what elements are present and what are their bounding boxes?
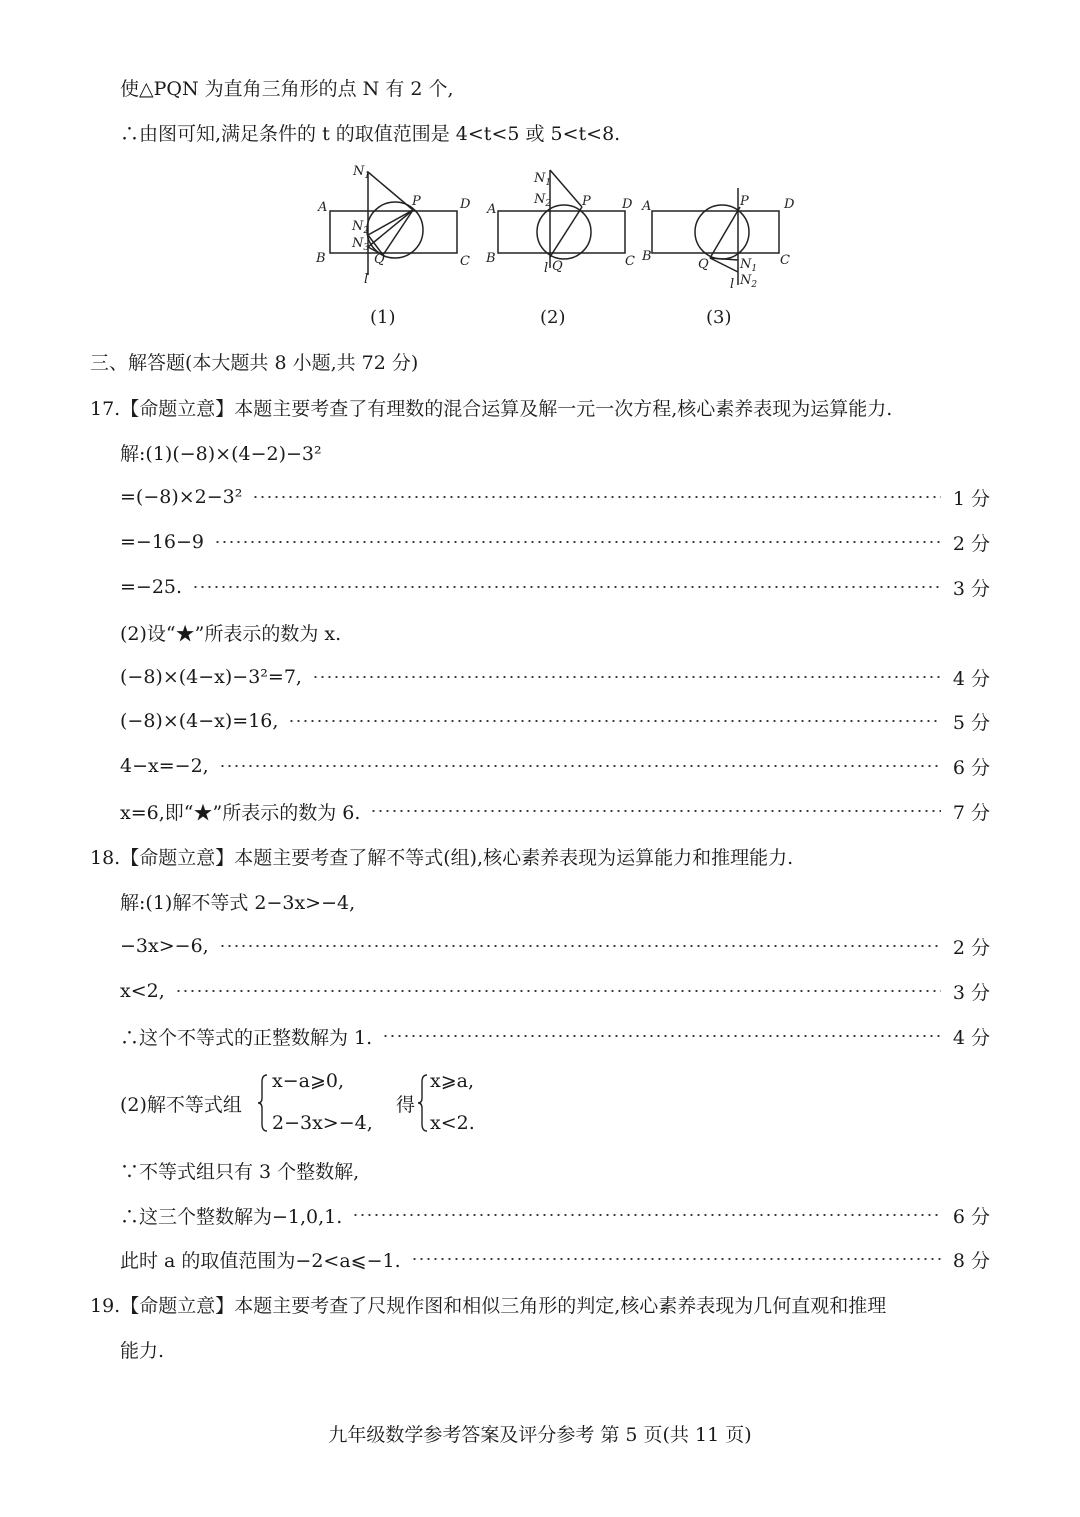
left-brace-1 xyxy=(258,1074,268,1132)
svg-text:A: A xyxy=(642,199,652,214)
figure-2-caption: (2) xyxy=(540,307,566,328)
svg-text:N1: $N_1$ xyxy=(534,171,552,188)
q19-intent-line-2: 能力. xyxy=(120,1339,165,1362)
svg-text:A: A xyxy=(318,200,328,215)
svg-text:D: D xyxy=(622,197,633,212)
left-brace-2 xyxy=(418,1074,428,1132)
page-footer: 九年级数学参考答案及评分参考 第 5 页(共 11 页) xyxy=(328,1424,752,1446)
q18-step-3: ∴这个不等式的正整数解为 1. 4 分 xyxy=(120,1021,990,1051)
svg-text:C: C xyxy=(460,254,470,269)
svg-text:A: A xyxy=(487,202,497,217)
q17-step-6: (−8)×(4−x)=16, 5 分 xyxy=(120,706,990,736)
figure-3 xyxy=(652,188,779,285)
svg-text:D: D xyxy=(460,197,471,212)
svg-text:l: l xyxy=(730,277,735,292)
q18-step-2: x<2, 3 分 xyxy=(120,976,990,1006)
system-eq1: x−a⩾0, xyxy=(272,1070,345,1092)
dot-leader xyxy=(411,1258,941,1260)
dot-leader xyxy=(175,990,941,992)
score: 2 分 xyxy=(952,532,990,555)
q17-step-8: x=6,即“★”所表示的数为 6. 7 分 xyxy=(120,796,990,826)
inequality-system xyxy=(120,1068,620,1138)
dot-leader xyxy=(352,1214,941,1216)
svg-text:N3: $N_3$ xyxy=(352,236,370,253)
q18-step-1: −3x>−6, 2 分 xyxy=(120,931,990,961)
svg-text:C: C xyxy=(625,254,635,269)
q17-step-3: =−25. 3 分 xyxy=(120,572,990,602)
svg-text:B: B xyxy=(316,251,326,266)
dot-leader xyxy=(370,810,941,812)
score: 3 分 xyxy=(952,981,990,1004)
q18-step-0: 解:(1)解不等式 2−3x>−4, xyxy=(120,891,356,914)
top-text-line-1: 使△PQN 为直角三角形的点 N 有 2 个, xyxy=(120,77,454,100)
score: 1 分 xyxy=(952,487,990,510)
score: 2 分 xyxy=(952,936,990,959)
svg-text:N2: $N_2$ xyxy=(352,219,370,236)
q17-step-4: (2)设“★”所表示的数为 x. xyxy=(120,622,342,645)
svg-text:N1: $N_1$ xyxy=(353,164,371,181)
svg-text:N2: $N_2$ xyxy=(534,192,552,209)
svg-text:Q: Q xyxy=(374,252,385,267)
score: 8 分 xyxy=(952,1249,990,1272)
svg-text:Q: Q xyxy=(552,259,563,274)
q17-step-0: 解:(1)(−8)×(4−2)−3² xyxy=(120,442,322,465)
score: 7 分 xyxy=(952,801,990,824)
dot-leader xyxy=(288,720,940,722)
system-eq2: 2−3x>−4, xyxy=(272,1112,373,1134)
q17-step-7: 4−x=−2, 6 分 xyxy=(120,751,990,781)
system-prefix: (2)解不等式组 xyxy=(120,1094,242,1116)
svg-text:B: B xyxy=(642,249,652,264)
q17-step-5: (−8)×(4−x)−3²=7, 4 分 xyxy=(120,662,990,692)
dot-leader xyxy=(219,765,941,767)
dot-leader xyxy=(382,1035,941,1037)
svg-text:C: C xyxy=(780,253,790,268)
section-heading: 三、解答题(本大题共 8 小题,共 72 分) xyxy=(90,351,419,374)
svg-text:l: l xyxy=(364,272,369,287)
svg-text:l: l xyxy=(544,261,549,276)
q18-step2-0: ∵不等式组只有 3 个整数解, xyxy=(120,1160,360,1183)
q17-step-1: =(−8)×2−3² 1 分 xyxy=(120,482,990,512)
dot-leader xyxy=(312,676,941,678)
dot-leader xyxy=(219,945,941,947)
q18-intent: 18.【命题立意】本题主要考查了解不等式(组),核心素养表现为运算能力和推理能力. xyxy=(90,846,794,869)
score: 6 分 xyxy=(952,1205,990,1228)
svg-text:P: P xyxy=(412,194,421,209)
score: 3 分 xyxy=(952,577,990,600)
q19-intent-line-1: 19.【命题立意】本题主要考查了尺规作图和相似三角形的判定,核心素养表现为几何直观和推理 xyxy=(90,1294,887,1317)
q17-intent: 17.【命题立意】本题主要考查了有理数的混合运算及解一元一次方程,核心素养表现为运算能力. xyxy=(90,397,893,420)
svg-text:B: B xyxy=(486,251,496,266)
score: 5 分 xyxy=(952,711,990,734)
top-text-line-2: ∴由图可知,满足条件的 t 的取值范围是 4<t<5 或 5<t<8. xyxy=(120,122,621,145)
figure-3-caption: (3) xyxy=(706,307,732,328)
geometry-figures xyxy=(300,160,820,300)
system-mid: 得 xyxy=(396,1094,416,1116)
q18-step2-2: 此时 a 的取值范围为−2<a⩽−1. 8 分 xyxy=(120,1244,990,1274)
figure-1-caption: (1) xyxy=(370,307,396,328)
system-res1: x⩾a, xyxy=(430,1070,475,1092)
svg-text:N2: $N_2$ xyxy=(740,273,758,290)
figure-2 xyxy=(498,170,625,268)
figure-2-labels xyxy=(485,171,635,276)
score: 4 分 xyxy=(952,667,990,690)
q17-step-2: =−16−9 2 分 xyxy=(120,527,990,557)
score: 4 分 xyxy=(952,1026,990,1049)
dot-leader xyxy=(192,586,941,588)
figure-1 xyxy=(330,172,457,275)
svg-text:D: D xyxy=(784,197,795,212)
score: 6 分 xyxy=(952,756,990,779)
dot-leader xyxy=(214,541,941,543)
dot-leader xyxy=(252,496,940,498)
svg-text:P: P xyxy=(582,194,591,209)
svg-text:Q: Q xyxy=(698,257,709,272)
svg-text:P: P xyxy=(740,194,749,209)
q18-step2-1: ∴这三个整数解为−1,0,1. 6 分 xyxy=(120,1200,990,1230)
system-res2: x<2. xyxy=(430,1112,475,1134)
svg-text:N1: $N_1$ xyxy=(740,257,758,274)
